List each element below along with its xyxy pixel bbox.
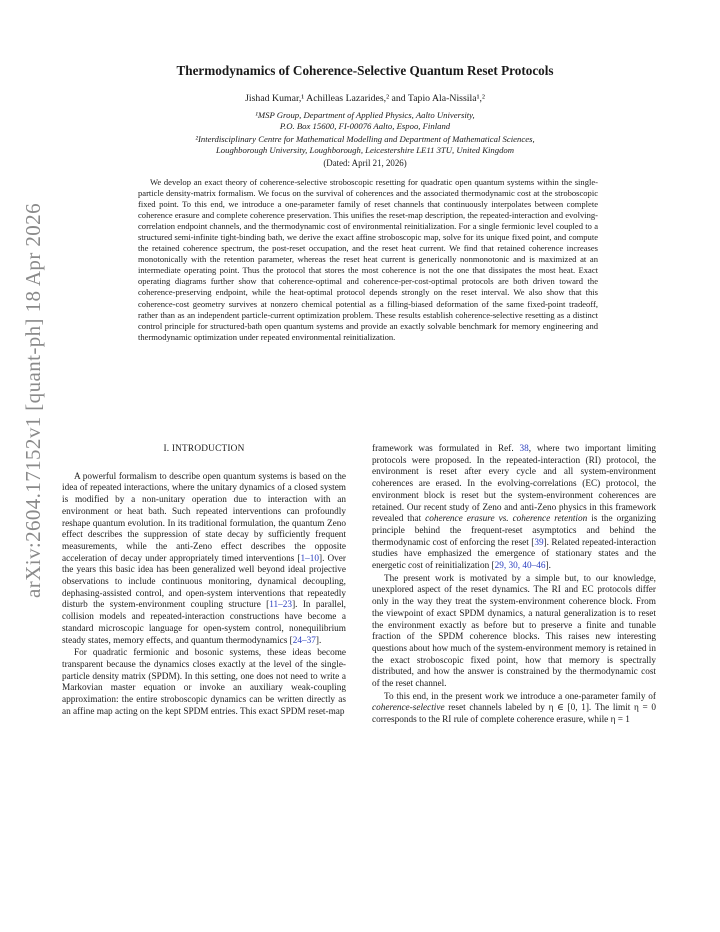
text-run: ]. In parallel, collision models and repeated-interaction constructions have become a standard microscopic language for open-system control, nonequilibrium steady states, memory effects, and quantum thermodynamics [ <box>62 600 346 646</box>
section-heading-introduction: I. INTRODUCTION <box>163 444 245 454</box>
text-run: reset channels labeled by η ∈ [0, 1]. The limit η = 0 corresponds to the RI rule of complete coherence erasure, while η = 1 <box>372 703 656 726</box>
text-run: is the organizing principle behind the frequent-reset asymptotics and behind the thermodynamic cost of enforcing the reset [ <box>372 514 656 548</box>
text-run: framework was formulated in Ref. <box>372 444 520 454</box>
text-run: To this end, in the present work we introduce a one-parameter family of <box>384 691 656 702</box>
text-run: , where two important limiting protocols were proposed. In the repeated-interaction (RI) protocol, the environment is reset after every cycle and all system-environment coherences are erased. In the evolving-correlations (EC) protocol, the environment block is reset but the system-environment coherences are retained. Our recent study of Zeno and anti-Zeno physics in this framework revealed that <box>372 444 656 525</box>
citation-link[interactable]: 11–23 <box>269 600 293 611</box>
emphasis-text: coherence-selective <box>372 703 445 714</box>
paragraph <box>372 692 656 727</box>
citation-link[interactable]: 1–10 <box>300 553 319 564</box>
affiliation-2: ²Interdisciplinary Centre for Mathematical Modelling and Department of Mathematical Sciences, <box>195 134 535 144</box>
abstract: We develop an exact theory of coherence-selective stroboscopic resetting for quadratic open quantum systems within the single-particle density-matrix formalism. We focus on the survival of coherences and the associated thermodynamic cost at the stroboscopic fixed point. To this end, we introduce a one-parameter family of reset channels that continuously interpolates between complete coherence erasure and complete coherence preservation. This unifies the reset-map description, the repeated-interaction and evolving-correlation endpoint channels, and the thermodynamic cost of environmental reinitialization. For a single fermionic level coupled to a structured semi-infinite tight-binding bath, we derive the exact affine stroboscopic map, solve for its unique fixed point, and compute the retained coherence spectrum, the post-reset occupation, and the reset heat current. We find that retained coherence increases monotonically with the retention parameter, whereas the reset heat current is generically nonmonotonic and is maximized at an intermediate operating point. Thus the protocol that stores the most coherence is not the one that dissipates the most heat. Exact operating diagrams further show that coherence-optimal and coherence-per-cost-optimal protocols are both driven toward the coherence-preserving endpoint, while the heat-optimal protocol depends strongly on the reset interval. We also show that this coherence-cost geometry survives at nonzero chemical potential as a filling-biased deformation of the same fixed-point tradeoff, rather than as an independent particle-current optimization problem. These results establish coherence-selective resetting as a distinct control principle for structured-bath open quantum systems and provide an exactly solvable benchmark for memory engineering and thermodynamic optimization under repeated environmental reinitialization. <box>138 177 598 342</box>
text-run: For quadratic fermionic and bosonic systems, these ideas become transparent because the dynamics closes exactly at the level of the single-particle density matrix (SPDM). In this setting, one does not need to write a Markovian master equation or invoke an auxiliary weak-coupling approximation: the entire stroboscopic dynamics can be written directly as an affine map acting on the kept SPDM entries. This exact SPDM reset-map <box>62 648 346 717</box>
arxiv-id: arXiv:2604.17152v1 [quant-ph] 18 Apr 2026 <box>20 202 45 598</box>
paper-title: Thermodynamics of Coherence-Selective Quantum Reset Protocols <box>176 63 554 78</box>
author-list: Jishad Kumar,¹ Achilleas Lazarides,² and Tapio Ala-Nissila¹,² <box>245 93 485 104</box>
paragraph <box>372 444 656 573</box>
right-column <box>372 444 656 728</box>
citation-link[interactable]: 38 <box>519 444 529 454</box>
citation-link[interactable]: 39 <box>534 537 544 548</box>
left-column <box>62 444 346 719</box>
text-run: ]. Related repeated-interaction studies have emphasized the emergence of stationary states and the energetic cost of reinitialization [ <box>372 537 656 572</box>
text-run: A powerful formalism to describe open quantum systems is based on the idea of repeated interactions, where the unitary dynamics of a closed system is modified by a non-unitary operation due to interaction with an environment or heat bath. Such repeated interventions can profoundly reshape quantum evolution. In its traditional formulation, the quantum Zeno effect describes the suppression of state decay by sufficiently frequent measurements, while the anti-Zeno effect describes the opposite acceleration of decay under appropriately timed interventions [ <box>62 471 346 564</box>
citation-link[interactable]: 29, 30, 40–46 <box>494 561 546 572</box>
arxiv-side-stamp <box>8 130 58 670</box>
citation-link[interactable]: 24–37 <box>292 635 316 646</box>
dated-line: (Dated: April 21, 2026) <box>323 158 407 168</box>
emphasis-text: coherence erasure vs. coherence retention <box>425 514 588 525</box>
paragraph <box>372 574 656 691</box>
text-run: ]. Over the years this basic idea has been generalized well beyond ideal projective observations to include continuous monitoring, dynamical decoupling, dephasing-assisted control, and open-system interventions that repeatedly disturb the system-environment coupling structure [ <box>62 553 346 611</box>
text-run: ]. <box>545 561 551 572</box>
text-run: The present work is motivated by a simple but, to our knowledge, unexplored aspect of the reset dynamics. The RI and EC protocols differ only in the way they treat the system-environment coherence block. From the viewpoint of exact SPDM dynamics, a natural generalization is to reset the environment exactly as before but to preserve a finite and tunable fraction of the SPDM coherence blocks. This raises new interesting questions about how much of the system-environment memory is retained in the exact stroboscopic fixed point, how that memory is spectrally distributed, and how the answer is constrained by the thermodynamic cost of the reset channel. <box>372 573 656 690</box>
text-run: ]. <box>315 635 322 646</box>
affiliation-2-address: Loughborough University, Loughborough, Leicestershire LE11 3TU, United Kingdom <box>215 145 515 155</box>
affiliation-1: ¹MSP Group, Department of Applied Physics, Aalto University, <box>255 110 475 120</box>
affiliation-1-address: P.O. Box 15600, FI-00076 Aalto, Espoo, Finland <box>279 121 451 131</box>
paragraph <box>62 648 346 718</box>
paragraph <box>62 472 346 648</box>
